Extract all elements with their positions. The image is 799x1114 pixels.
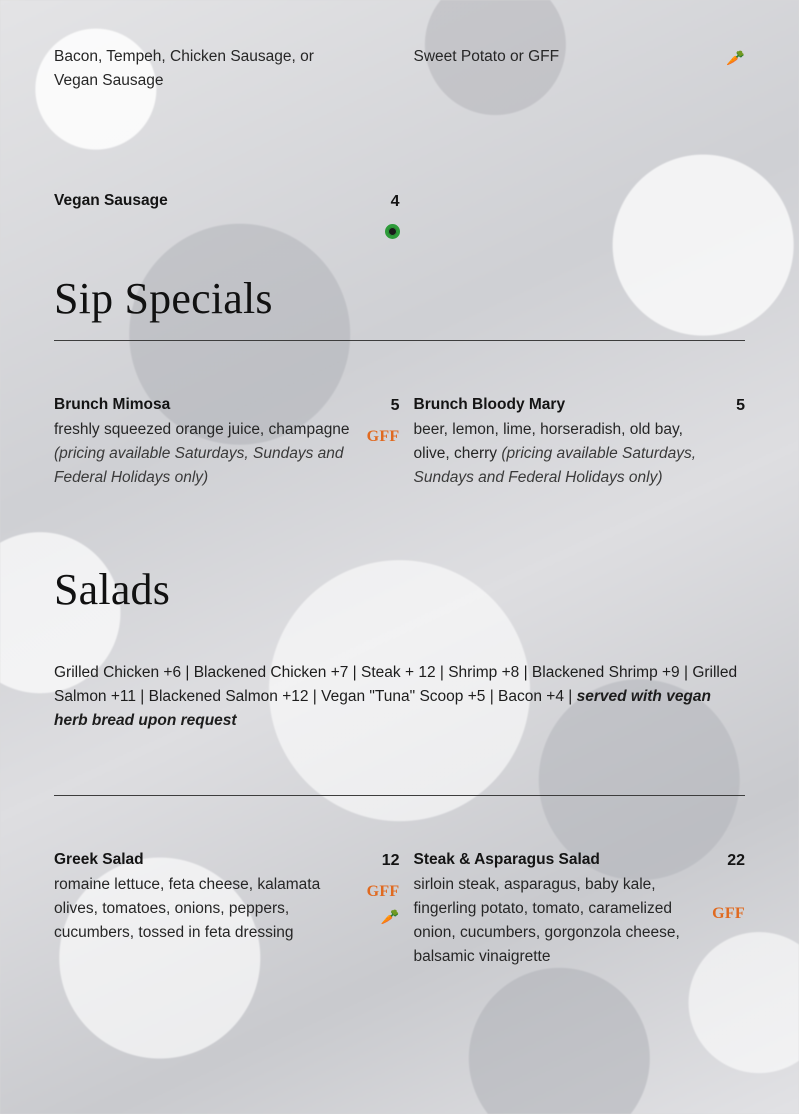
item-description: Sweet Potato or GFF bbox=[413, 48, 560, 65]
gff-tag: GFF bbox=[712, 904, 745, 922]
item-tags bbox=[712, 848, 745, 927]
menu-item bbox=[54, 189, 400, 243]
vegan-icon bbox=[370, 220, 400, 243]
salads-items bbox=[54, 848, 745, 969]
top-item-left bbox=[54, 44, 400, 93]
sip-item-left bbox=[54, 393, 400, 490]
item-tags bbox=[370, 189, 400, 243]
item-price: 5 bbox=[390, 396, 400, 414]
gff-tag: GFF bbox=[366, 427, 400, 445]
sip-specials-items bbox=[54, 393, 745, 490]
top-items-row bbox=[54, 0, 745, 93]
salads-addons-blurb bbox=[54, 661, 745, 733]
menu-item bbox=[414, 848, 746, 969]
addons-note: served with vegan herb bread upon request bbox=[54, 687, 711, 729]
item-description-text: freshly squeezed orange juice, champagne bbox=[54, 420, 350, 438]
item-note: (pricing available Saturdays, Sundays and Federal Holidays only) bbox=[54, 444, 344, 486]
addons-text: Grilled Chicken +6 | Blackened Chicken +7 | Steak + 12 | Shrimp +8 | Blackened Shrimp +9 | Grilled Salmon +11 | Blackened Salmon +12 | Vegan "Tuna" Scoop +5 | Bacon +4 | bbox=[54, 663, 738, 705]
vegan-sausage-row bbox=[54, 189, 745, 243]
item-tags bbox=[367, 393, 400, 450]
salad-item-right bbox=[400, 848, 746, 969]
section-title-salads: Salads bbox=[54, 564, 171, 614]
item-note: (pricing available Saturdays, Sundays and Federal Holidays only) bbox=[413, 444, 697, 486]
item-name: Brunch Bloody Mary bbox=[413, 395, 566, 413]
item-description: sirloin steak, asparagus, baby kale, fingerling potato, tomato, caramelized onion, cucumbers, gorgonzola cheese, balsamic vinaigrette bbox=[413, 875, 680, 965]
menu-item bbox=[54, 44, 400, 93]
item-price: 12 bbox=[381, 851, 400, 869]
section-title-sip-specials: Sip Specials bbox=[54, 273, 273, 323]
vegan-sausage-item bbox=[54, 189, 400, 243]
menu-item bbox=[54, 848, 400, 945]
item-name: Greek Salad bbox=[54, 850, 144, 868]
item-description bbox=[414, 418, 706, 490]
carrot-icon: 🥕 bbox=[380, 909, 400, 927]
item-tags bbox=[367, 848, 400, 926]
menu-item bbox=[414, 393, 746, 490]
menu-item bbox=[414, 44, 746, 69]
item-description: romaine lettuce, feta cheese, kalamata olives, tomatoes, onions, peppers, cucumbers, tossed in feta dressing bbox=[54, 875, 321, 941]
top-item-right bbox=[400, 44, 746, 93]
item-name: Brunch Mimosa bbox=[54, 395, 171, 413]
item-name: Vegan Sausage bbox=[54, 192, 168, 210]
item-price: 4 bbox=[390, 193, 400, 211]
item-description: Bacon, Tempeh, Chicken Sausage, or Vegan Sausage bbox=[54, 48, 314, 90]
item-tags bbox=[715, 44, 745, 66]
menu-item bbox=[54, 393, 400, 490]
item-price: 22 bbox=[727, 851, 745, 869]
item-description-text: beer, lemon, lime, horseradish, old bay, olive, cherry bbox=[413, 420, 683, 462]
item-tags bbox=[715, 393, 745, 418]
item-description bbox=[54, 418, 357, 490]
gff-tag: GFF bbox=[366, 882, 400, 900]
sip-item-right bbox=[400, 393, 746, 490]
item-name: Steak & Asparagus Salad bbox=[413, 850, 600, 868]
carrot-icon: 🥕 bbox=[726, 50, 745, 67]
salad-item-left bbox=[54, 848, 400, 969]
item-price: 5 bbox=[736, 396, 745, 414]
